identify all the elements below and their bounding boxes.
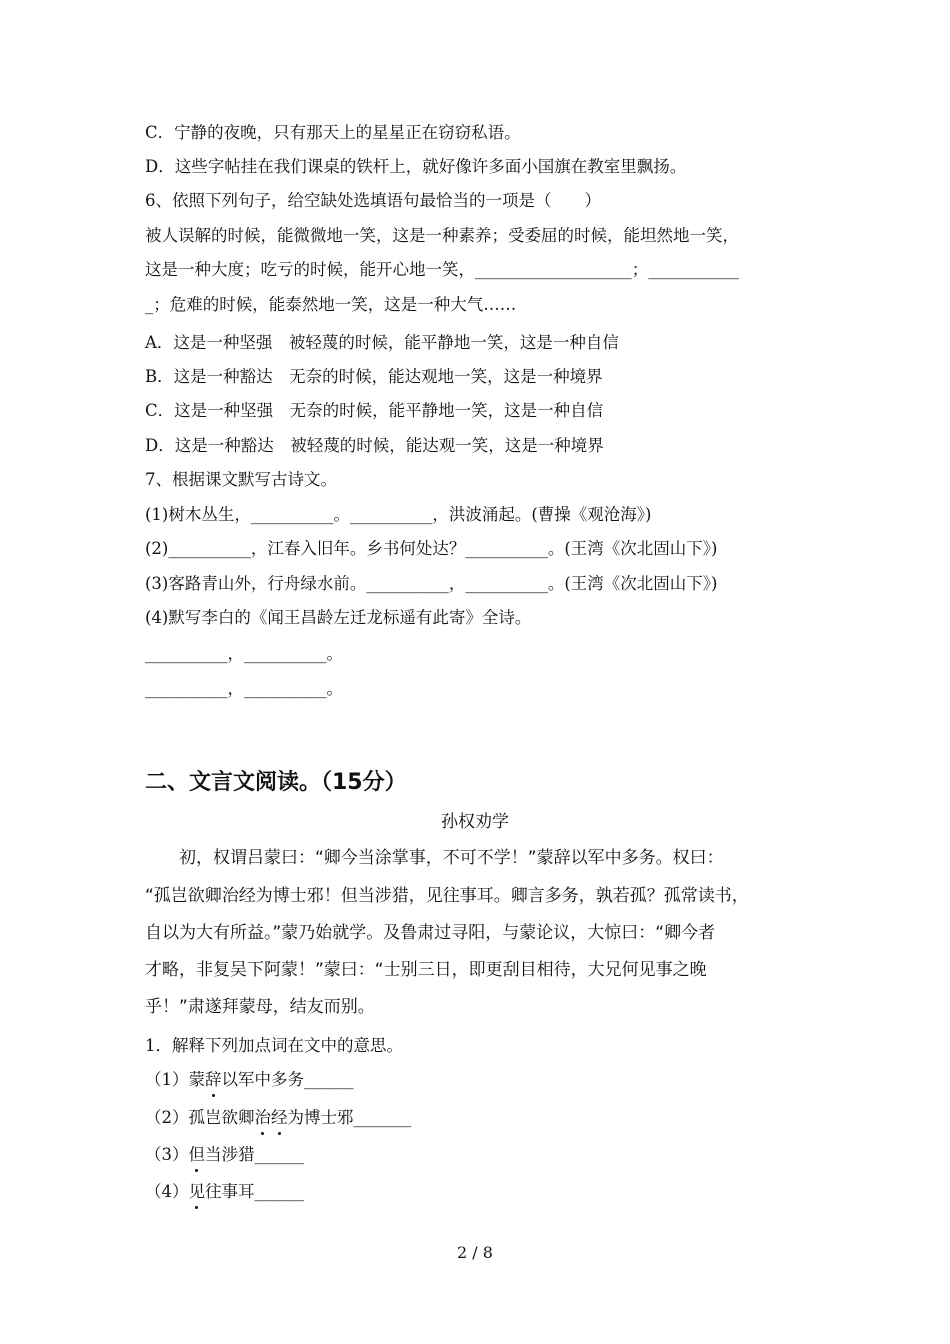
question-6-text-line: 这是一种大度；吃亏的时候，能开心地一笑，___________________；___________ <box>145 260 739 279</box>
item-suffix: 为博士邪_______ <box>287 1108 412 1127</box>
option-a-q6: A．这是一种坚强 被轻蔑的时候，能平静地一笑，这是一种自信 <box>145 333 619 352</box>
section-heading: 二、文言文阅读。（15分） <box>145 770 407 795</box>
passage-line: 初，权谓吕蒙曰：“卿今当涂掌事，不可不学！”蒙辞以军中多务。权曰： <box>145 848 724 868</box>
item-suffix: 以军中多务______ <box>221 1070 354 1089</box>
dotted-char: 但 <box>189 1143 206 1167</box>
question-7-stem: 7、根据课文默写古诗文。 <box>145 470 337 489</box>
item-suffix: 当涉猎______ <box>205 1145 304 1164</box>
dotted-char: 见 <box>189 1180 206 1204</box>
question-7-item: (1)树木丛生，__________。__________，洪波涌起。(曹操《观沧海》) <box>145 505 652 524</box>
option-b-q6: B．这是一种豁达 无奈的时候，能达观地一笑，这是一种境界 <box>145 367 603 386</box>
passage-line: “孤岂欲卿治经为博士邪！但当涉猎，见往事耳。卿言多务，孰若孤？孤常读书， <box>145 886 749 906</box>
passage-title: 孙权劝学 <box>441 812 509 832</box>
option-c-q6: C．这是一种坚强 无奈的时候，能平静地一笑，这是一种自信 <box>145 401 604 420</box>
option-d-q6: D．这是一种豁达 被轻蔑的时候，能达观一笑，这是一种境界 <box>145 436 604 455</box>
question-7-item: (4)默写李白的《闻王昌龄左迁龙标遥有此寄》全诗。 <box>145 608 532 627</box>
passage-line: 才略，非复吴下阿蒙！”蒙曰：“士别三日，即更刮目相待，大兄何见事之晚 <box>145 960 707 980</box>
question-7-item: (3)客路青山外，行舟绿水前。__________，__________。(王湾《次北固山下》) <box>145 574 718 593</box>
item-prefix: （2）孤岂欲卿 <box>145 1108 255 1127</box>
answer-blank-line: __________，__________。 <box>145 644 343 663</box>
vocab-item <box>145 1068 354 1092</box>
option-d-q5: D．这些字帖挂在我们课桌的铁杆上，就好像许多面小国旗在教室里飘扬。 <box>145 157 687 176</box>
question-1-stem: 1．解释下列加点词在文中的意思。 <box>145 1036 403 1055</box>
vocab-item <box>145 1180 304 1204</box>
item-prefix: （1）蒙 <box>145 1070 205 1089</box>
question-6-text-line: 被人误解的时候，能微微地一笑，这是一种素养；受委屈的时候，能坦然地一笑， <box>145 226 739 245</box>
option-c-q5: C．宁静的夜晚，只有那天上的星星正在窃窃私语。 <box>145 123 521 142</box>
question-6-stem: 6、依照下列句子，给空缺处选填语句最恰当的一项是（ ） <box>145 191 601 210</box>
question-6-text-line: _；危难的时候，能泰然地一笑，这是一种大气…… <box>145 295 517 314</box>
question-7-item: (2)__________，江春入旧年。乡书何处达？__________。(王湾《次北固山下》) <box>145 539 718 558</box>
item-prefix: （3） <box>145 1145 189 1164</box>
passage-line: 乎！”肃遂拜蒙母，结友而别。 <box>145 997 375 1017</box>
page-number: 2 / 8 <box>457 1243 493 1262</box>
answer-blank-line: __________，__________。 <box>145 679 343 698</box>
vocab-item <box>145 1106 411 1130</box>
vocab-item <box>145 1143 304 1167</box>
passage-line: 自以为大有所益。”蒙乃始就学。及鲁肃过寻阳，与蒙论议，大惊曰：“卿今者 <box>145 923 716 943</box>
item-prefix: （4） <box>145 1182 189 1201</box>
item-suffix: 往事耳______ <box>205 1182 304 1201</box>
dotted-char: 治 <box>255 1106 272 1130</box>
dotted-char: 经 <box>271 1106 288 1130</box>
dotted-char: 辞 <box>205 1068 222 1092</box>
